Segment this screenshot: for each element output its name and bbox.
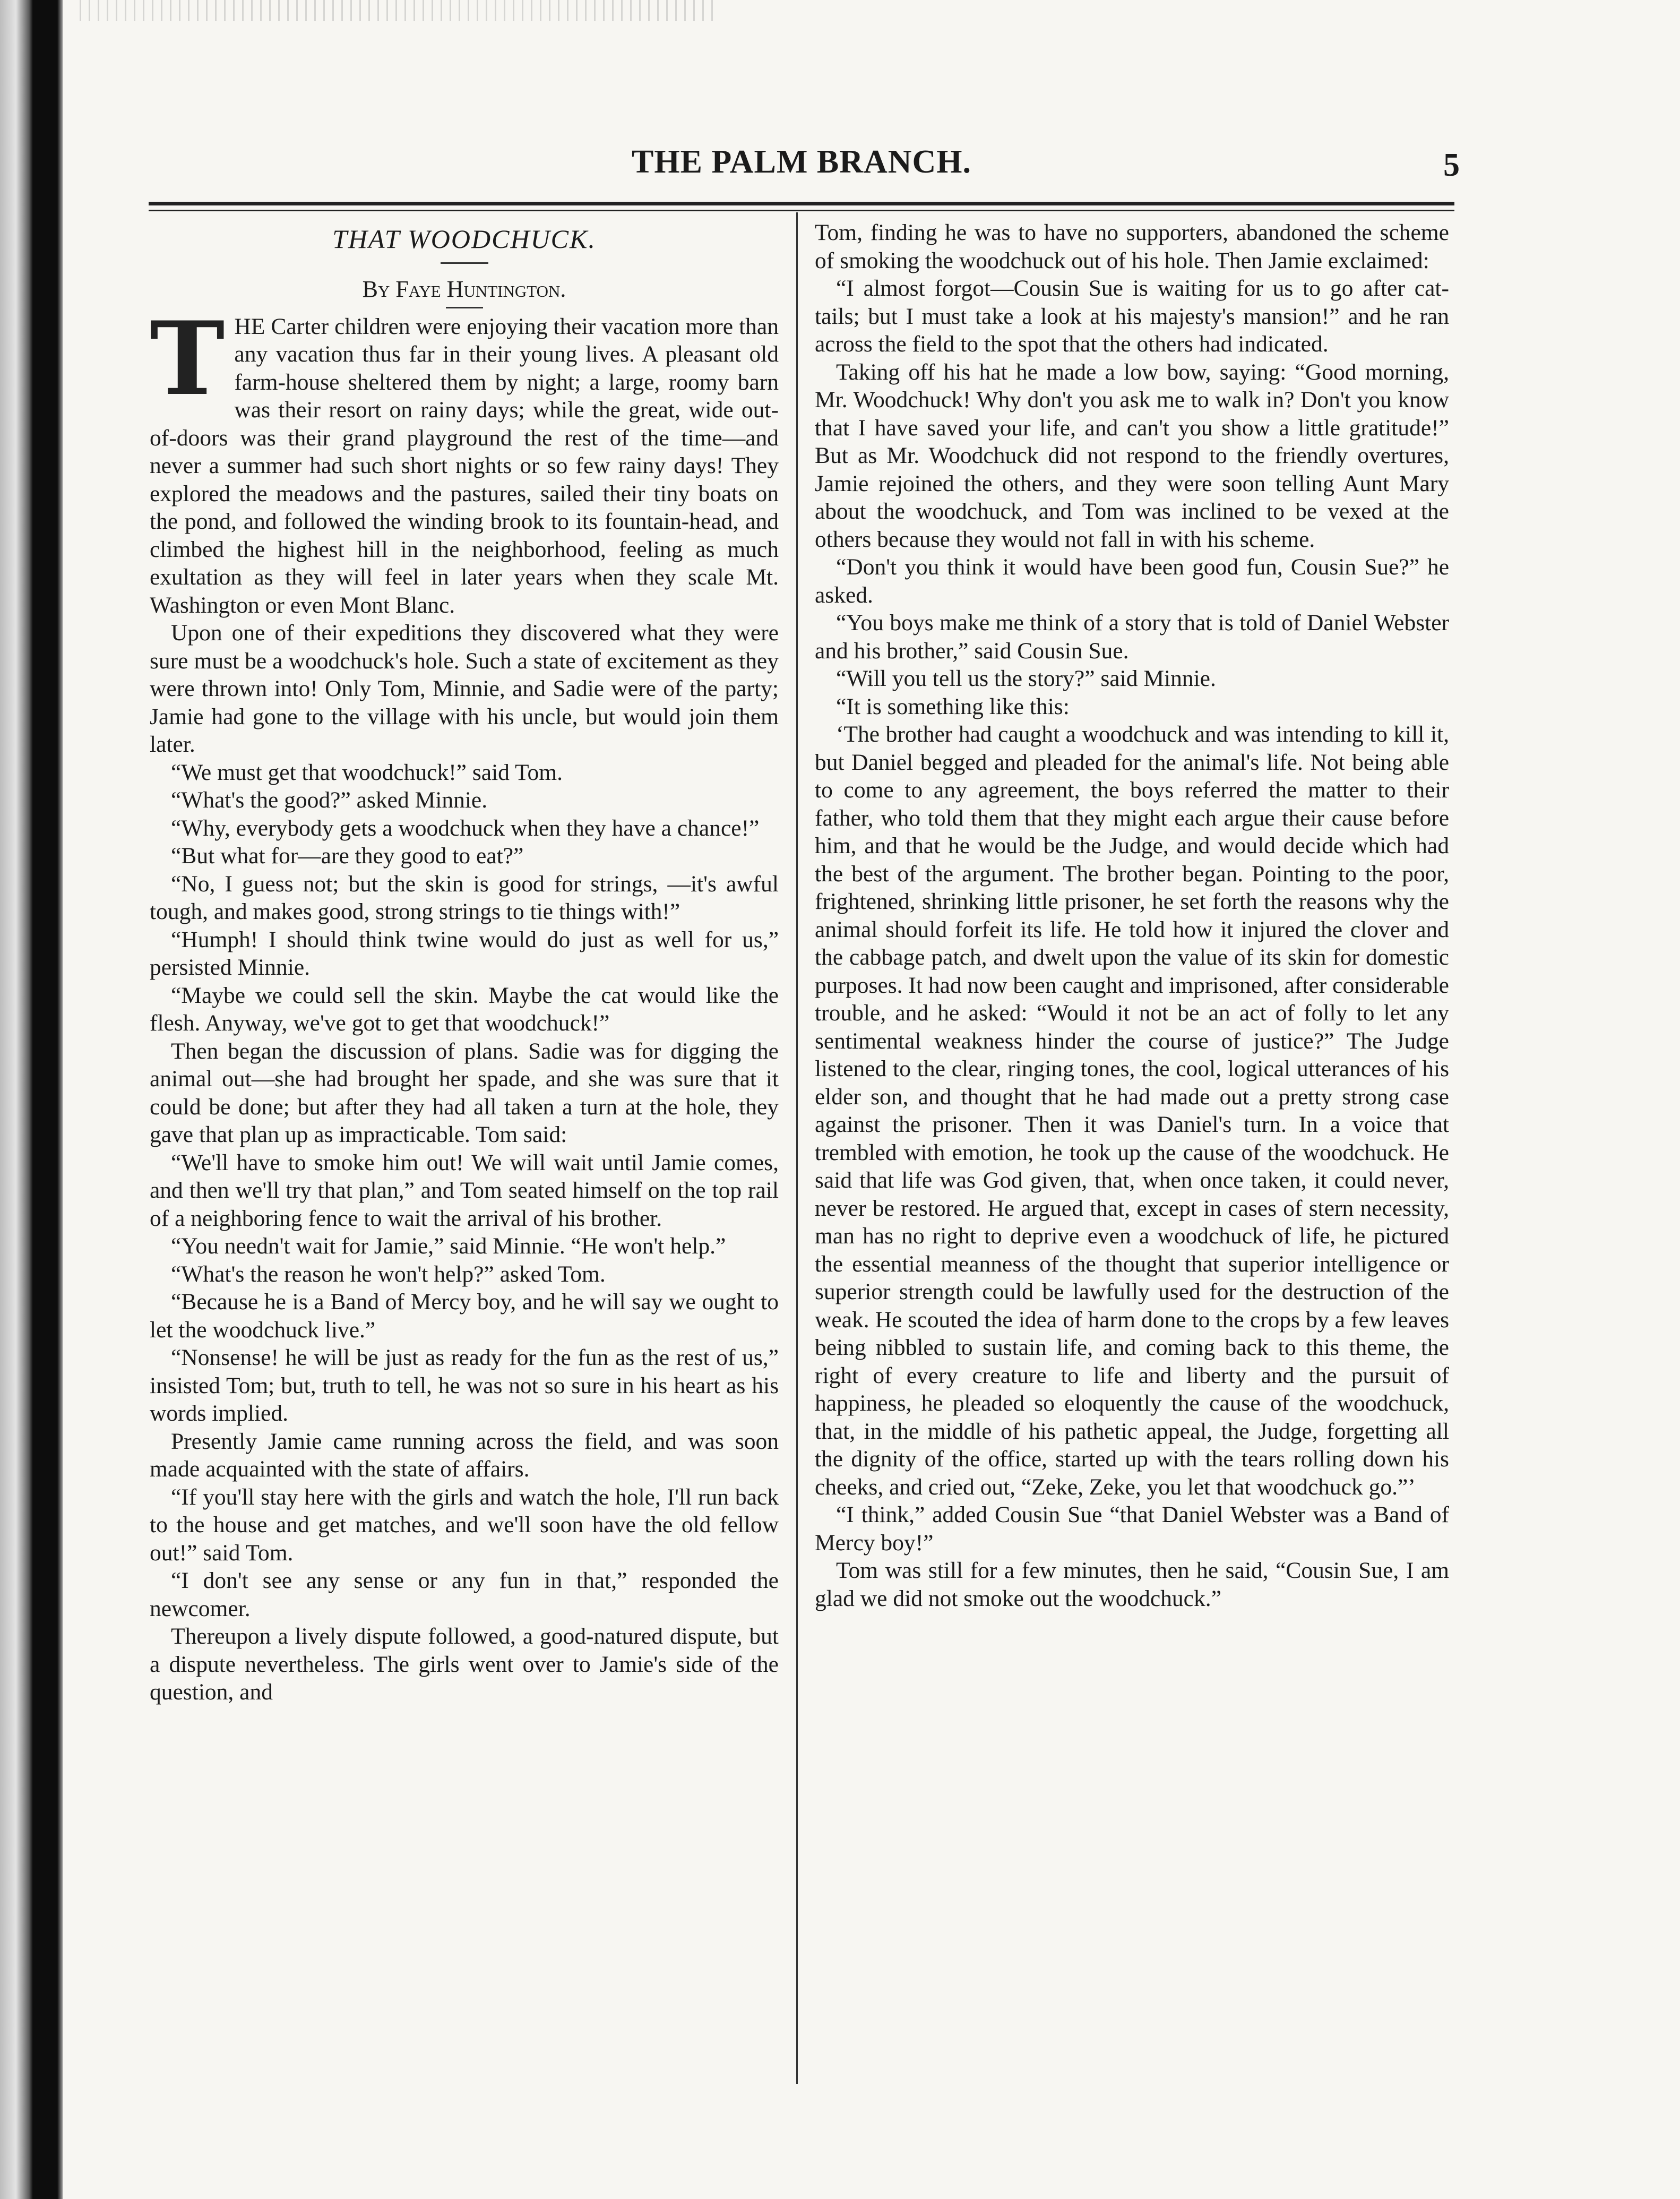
column-divider	[796, 212, 798, 2084]
paragraph: “What's the good?” asked Minnie.	[171, 787, 488, 813]
paragraph: Thereupon a lively dispute followed, a good-natured dispute, but a dispute nevertheless. The girls went over to Jamie's side of the question, and	[150, 1624, 779, 1705]
story-title: THAT WOODCHUCK.	[332, 224, 596, 254]
paragraph: “We must get that woodchuck!” said Tom.	[171, 759, 563, 785]
paragraph: THE Carter children were enjoying their vacation more than any vacation thus far in their young lives. A pleasant old farm-house sheltered them by night; a large, roomy barn was their resort on rainy days; while the great, wide out-of-doors was their grand playground the rest of the time—and never a summer had such short nights or so few rainy days! They explored the meadows and the pastures, sailed their tiny boats on the pond, and followed the winding brook to its fountain-head, and climbed the highest hill in the neighborhood, feeling as much exultation as they will feel in later years when they scale Mt. Washington or even Mont Blanc.	[150, 299, 779, 618]
paragraph: Then began the discussion of plans. Sadie was for digging the animal out—she had brought her spade, and she was sure that it could be done; but after they had all taken a turn at the hole, they gave that plan up as impracticable. Tom said:	[150, 1038, 779, 1147]
header-rule-thin	[149, 210, 1454, 211]
paragraph: “You boys make me think of a story that is told of Daniel Webster and his brother,” said Cousin Sue.	[815, 610, 1449, 664]
paragraph: “It is something like this:	[836, 693, 1070, 719]
paragraph: Taking off his hat he made a low bow, saying: “Good morning, Mr. Woodchuck! Why don't you ask me to walk in? Don't you know that I have saved your life, and can't you show a little gratitude!” But as Mr. Woodchuck did not respond to the friendly overtures, Jamie rejoined the others, and they were soon telling Aunt Mary about the woodchuck, and Tom was inclined to be vexed at the others because they would not fall in with his scheme.	[815, 359, 1449, 552]
paragraph: “Will you tell us the story?” said Minnie.	[836, 666, 1216, 691]
paragraph: “Because he is a Band of Mercy boy, and he will say we ought to let the woodchuck live.”	[150, 1289, 779, 1343]
paragraph: “If you'll stay here with the girls and watch the hole, I'll run back to the house and get matches, and we'll soon have the old fellow out!” said Tom.	[150, 1484, 779, 1566]
page-number: 5	[1443, 147, 1460, 183]
page-header	[149, 143, 1460, 202]
paragraph: ‘The brother had caught a woodchuck and was intending to kill it, but Daniel begged and pleaded for the animal's life. Not being able to come to any agreement, the boys referred the matter to their father, who told them that they might each argue their cause before him, and that he would be the Judge, and would decide which had the best of the argument. The brother began. Pointing to the poor, frightened, shrinking little prisoner, he set forth the reasons why the animal should forfeit its life. He told how it injured the clover and the cabbage patch, and dwelt upon the value of its skin for domestic purposes. It had now been caught and imprisoned, after considerable trouble, and he asked: “Would it not be an act of folly to let any sentimental weakness hinder the course of justice?” The Judge listened to the clear, ringing tones, the cool, logical utterances of his elder son, and thought that he had made out a pretty strong case against the prisoner. Then it was Daniel's turn. In a voice that trembled with emotion, he took up the cause of the woodchuck. He said that life was God given, that, when once taken, it could never, never be restored. He argued that, except in cases of stern necessity, man has no right to deprive even a woodchuck of life, he pictured the essential meanness of the thought that superior intelligence or superior strength could be lawfully used for the destruction of the weak. He scouted the idea of harm done to the crops by a few leaves being nibbled to sustain life, and coming back to this theme, the right of every creature to life and liberty and the pursuit of happiness, he pleaded so eloquently the cause of the woodchuck, that, in the middle of his pathetic appeal, the Judge, forgetting all the dignity of the office, started up with the tears rolling down his cheeks, and cried out, “Zeke, Zeke, you let that woodchuck go.”’	[815, 721, 1449, 1500]
paragraph: “Humph! I should think twine would do just as well for us,” persisted Minnie.	[150, 926, 779, 980]
header-rule-thick	[149, 202, 1454, 205]
paragraph: “You needn't wait for Jamie,” said Minnie. “He won't help.”	[171, 1233, 726, 1259]
paragraph: “I think,” added Cousin Sue “that Daniel Webster was a Band of Mercy boy!”	[815, 1502, 1449, 1556]
page-binding-edge	[0, 0, 63, 2199]
paragraph: “I don't see any sense or any fun in that,” responded the newcomer.	[150, 1568, 779, 1621]
title-rule	[441, 262, 488, 264]
paragraph: “Nonsense! he will be just as ready for the fun as the rest of us,” insisted Tom; but, truth to tell, he was not so sure in his heart as his words implied.	[150, 1345, 779, 1426]
paragraph: Tom, finding he was to have no supporters, abandoned the scheme of smoking the woodchuck out of his hole. Then Jamie exclaimed:	[815, 220, 1449, 273]
left-column	[150, 219, 779, 2082]
paragraph: “Don't you think it would have been good fun, Cousin Sue?” he asked.	[815, 554, 1449, 608]
running-title: THE PALM BRANCH.	[631, 144, 972, 180]
paragraph: Tom was still for a few minutes, then he said, “Cousin Sue, I am glad we did not smoke out the woodchuck.”	[815, 1558, 1449, 1611]
paragraph: “Maybe we could sell the skin. Maybe the cat would like the flesh. Anyway, we've got to get that woodchuck!”	[150, 982, 779, 1036]
paragraph: “Why, everybody gets a woodchuck when they have a chance!”	[171, 815, 760, 841]
right-column	[815, 219, 1449, 2082]
paragraph: “But what for—are they good to eat?”	[171, 843, 524, 869]
drop-cap: T	[150, 299, 225, 418]
paragraph: “No, I guess not; but the skin is good for strings, —it's awful tough, and makes good, strong strings to tie things with!”	[150, 871, 779, 924]
paragraph: “What's the reason he won't help?” asked Tom.	[171, 1261, 606, 1287]
paragraph: “We'll have to smoke him out! We will wait until Jamie comes, and then we'll try that plan,” and Tom seated himself on the top rail of a neighboring fence to wait the arrival of his brother.	[150, 1149, 779, 1231]
paragraph: “I almost forgot—Cousin Sue is waiting for us to go after cat-tails; but I must take a look at his majesty's mansion!” and he ran across the field to the spot that the others had indicated.	[815, 276, 1449, 357]
story-byline: By Faye Huntington.	[362, 276, 566, 302]
scan-noise	[80, 0, 717, 21]
paragraph: Presently Jamie came running across the field, and was soon made acquainted with the state of affairs.	[150, 1428, 779, 1482]
byline-rule	[446, 307, 483, 308]
paragraph: Upon one of their expeditions they discovered what they were sure must be a woodchuck's hole. Such a state of excitement as they were thrown into! Only Tom, Minnie, and Sadie were of the party; Jamie had gone to the village with his uncle, but would join them later.	[150, 620, 779, 757]
